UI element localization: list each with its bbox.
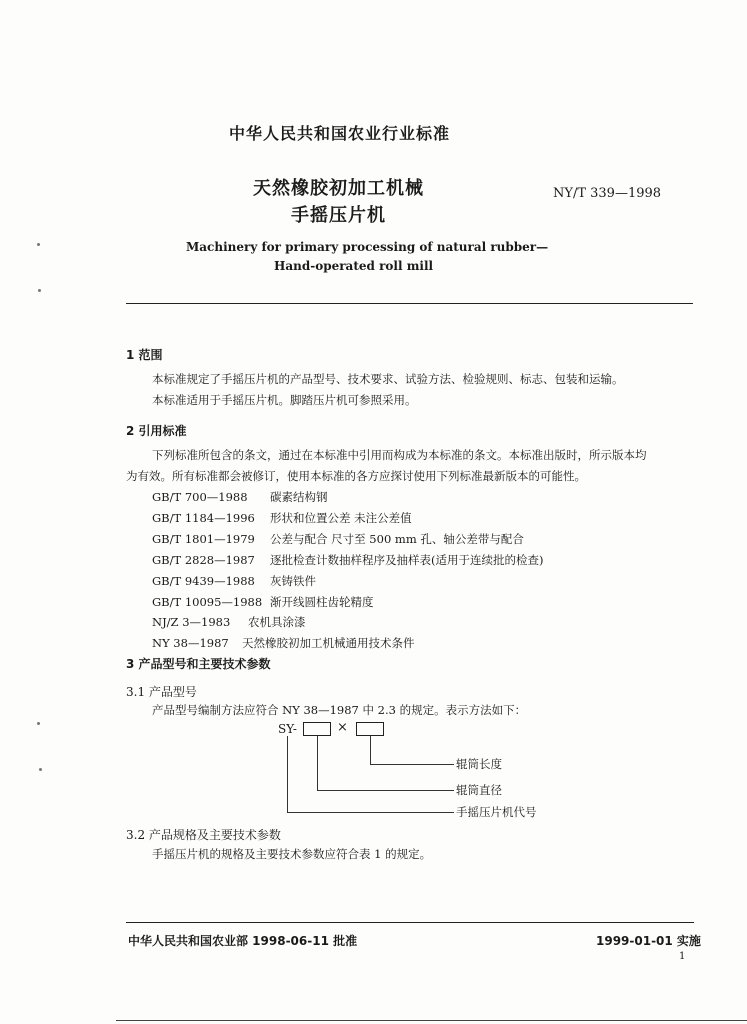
leader-length-horizontal [370, 764, 454, 765]
leader-diameter-vertical [317, 736, 318, 790]
leader-code-horizontal [287, 812, 454, 813]
scan-speck [37, 243, 40, 246]
scan-speck [38, 289, 41, 292]
reference-item [152, 614, 306, 630]
title-en-line1: Machinery for primary processing of natural rubber— [186, 240, 549, 254]
reference-code: GB/T 1801—1979 [152, 532, 255, 546]
length-box [356, 722, 384, 736]
section-3-1-heading: 3.1 产品型号 [126, 685, 197, 699]
reference-title: 灰铸铁件 [270, 574, 316, 588]
reference-title: 逐批检查计数抽样程序及抽样表(适用于连续批的检查) [270, 553, 544, 567]
reference-code: NJ/Z 3—1983 [152, 615, 231, 629]
page-number: 1 [679, 951, 686, 962]
reference-title: 形状和位置公差 未注公差值 [270, 511, 412, 525]
section-1-para-1: 本标准规定了手摇压片机的产品型号、技术要求、试验方法、检验规则、标志、包装和运输。 [152, 372, 624, 386]
reference-title: 渐开线圆柱齿轮精度 [270, 595, 374, 609]
reference-item [152, 635, 415, 651]
reference-code: GB/T 2828—1987 [152, 553, 255, 567]
title-en-line2: Hand-operated roll mill [274, 259, 434, 273]
reference-item [152, 552, 543, 568]
reference-code: NY 38—1987 [152, 636, 229, 650]
scan-speck [37, 722, 40, 725]
section-2-para-line2: 为有效。所有标准都会被修订，使用本标准的各方应探讨使用下列标准最新版本的可能性。 [126, 469, 586, 483]
title-cn-line1: 天然橡胶初加工机械 [253, 178, 424, 199]
section-1-heading: 1 范围 [126, 348, 163, 362]
reference-code: GB/T 700—1988 [152, 490, 248, 504]
reference-title: 农机具涂漆 [248, 615, 306, 629]
leader-code-vertical [287, 736, 288, 812]
section-2-para-line1: 下列标准所包含的条文，通过在本标准中引用而构成为本标准的条文。本标准出版时，所示版本均 [152, 448, 647, 462]
footer-rule [126, 922, 694, 923]
reference-title: 公差与配合 尺寸至 500 mm 孔、轴公差带与配合 [270, 532, 524, 546]
model-prefix: SY- [278, 722, 297, 736]
times-sign: × [337, 720, 348, 735]
section-2-heading: 2 引用标准 [126, 424, 187, 438]
reference-code: GB/T 10095—1988 [152, 595, 263, 609]
scan-speck [39, 768, 42, 771]
section-3-2-heading: 3.2 产品规格及主要技术参数 [126, 828, 281, 842]
label-roll-diameter: 辊筒直径 [456, 783, 502, 797]
reference-title: 碳素结构钢 [270, 490, 328, 504]
standard-number: NY/T 339—1998 [553, 186, 662, 201]
header-rule [126, 303, 693, 304]
scan-bottom-edge [116, 1020, 747, 1021]
effective-date: 1999-01-01 实施 [596, 934, 701, 948]
section-1-para-2: 本标准适用于手摇压片机。脚踏压片机可参照采用。 [152, 393, 417, 407]
title-cn-line2: 手摇压片机 [291, 205, 386, 226]
issuer-approval: 中华人民共和国农业部 1998-06-11 批准 [128, 934, 358, 948]
section-3-2-text: 手摇压片机的规格及主要技术参数应符合表 1 的规定。 [152, 847, 432, 861]
org-title: 中华人民共和国农业行业标准 [229, 124, 451, 143]
section-3-heading: 3 产品型号和主要技术参数 [126, 657, 271, 671]
reference-item [152, 594, 374, 610]
label-roll-length: 辊筒长度 [456, 757, 502, 771]
leader-diameter-horizontal [317, 790, 454, 791]
reference-code: GB/T 9439—1988 [152, 574, 255, 588]
label-product-code: 手摇压片机代号 [456, 805, 537, 819]
reference-item [152, 510, 412, 526]
reference-item [152, 489, 328, 505]
reference-code: GB/T 1184—1996 [152, 511, 255, 525]
section-3-1-text: 产品型号编制方法应符合 NY 38—1987 中 2.3 的规定。表示方法如下： [152, 703, 527, 717]
reference-item [152, 531, 524, 547]
reference-title: 天然橡胶初加工机械通用技术条件 [242, 636, 415, 650]
reference-item [152, 573, 316, 589]
diameter-box [303, 722, 331, 736]
leader-length-vertical [370, 736, 371, 764]
